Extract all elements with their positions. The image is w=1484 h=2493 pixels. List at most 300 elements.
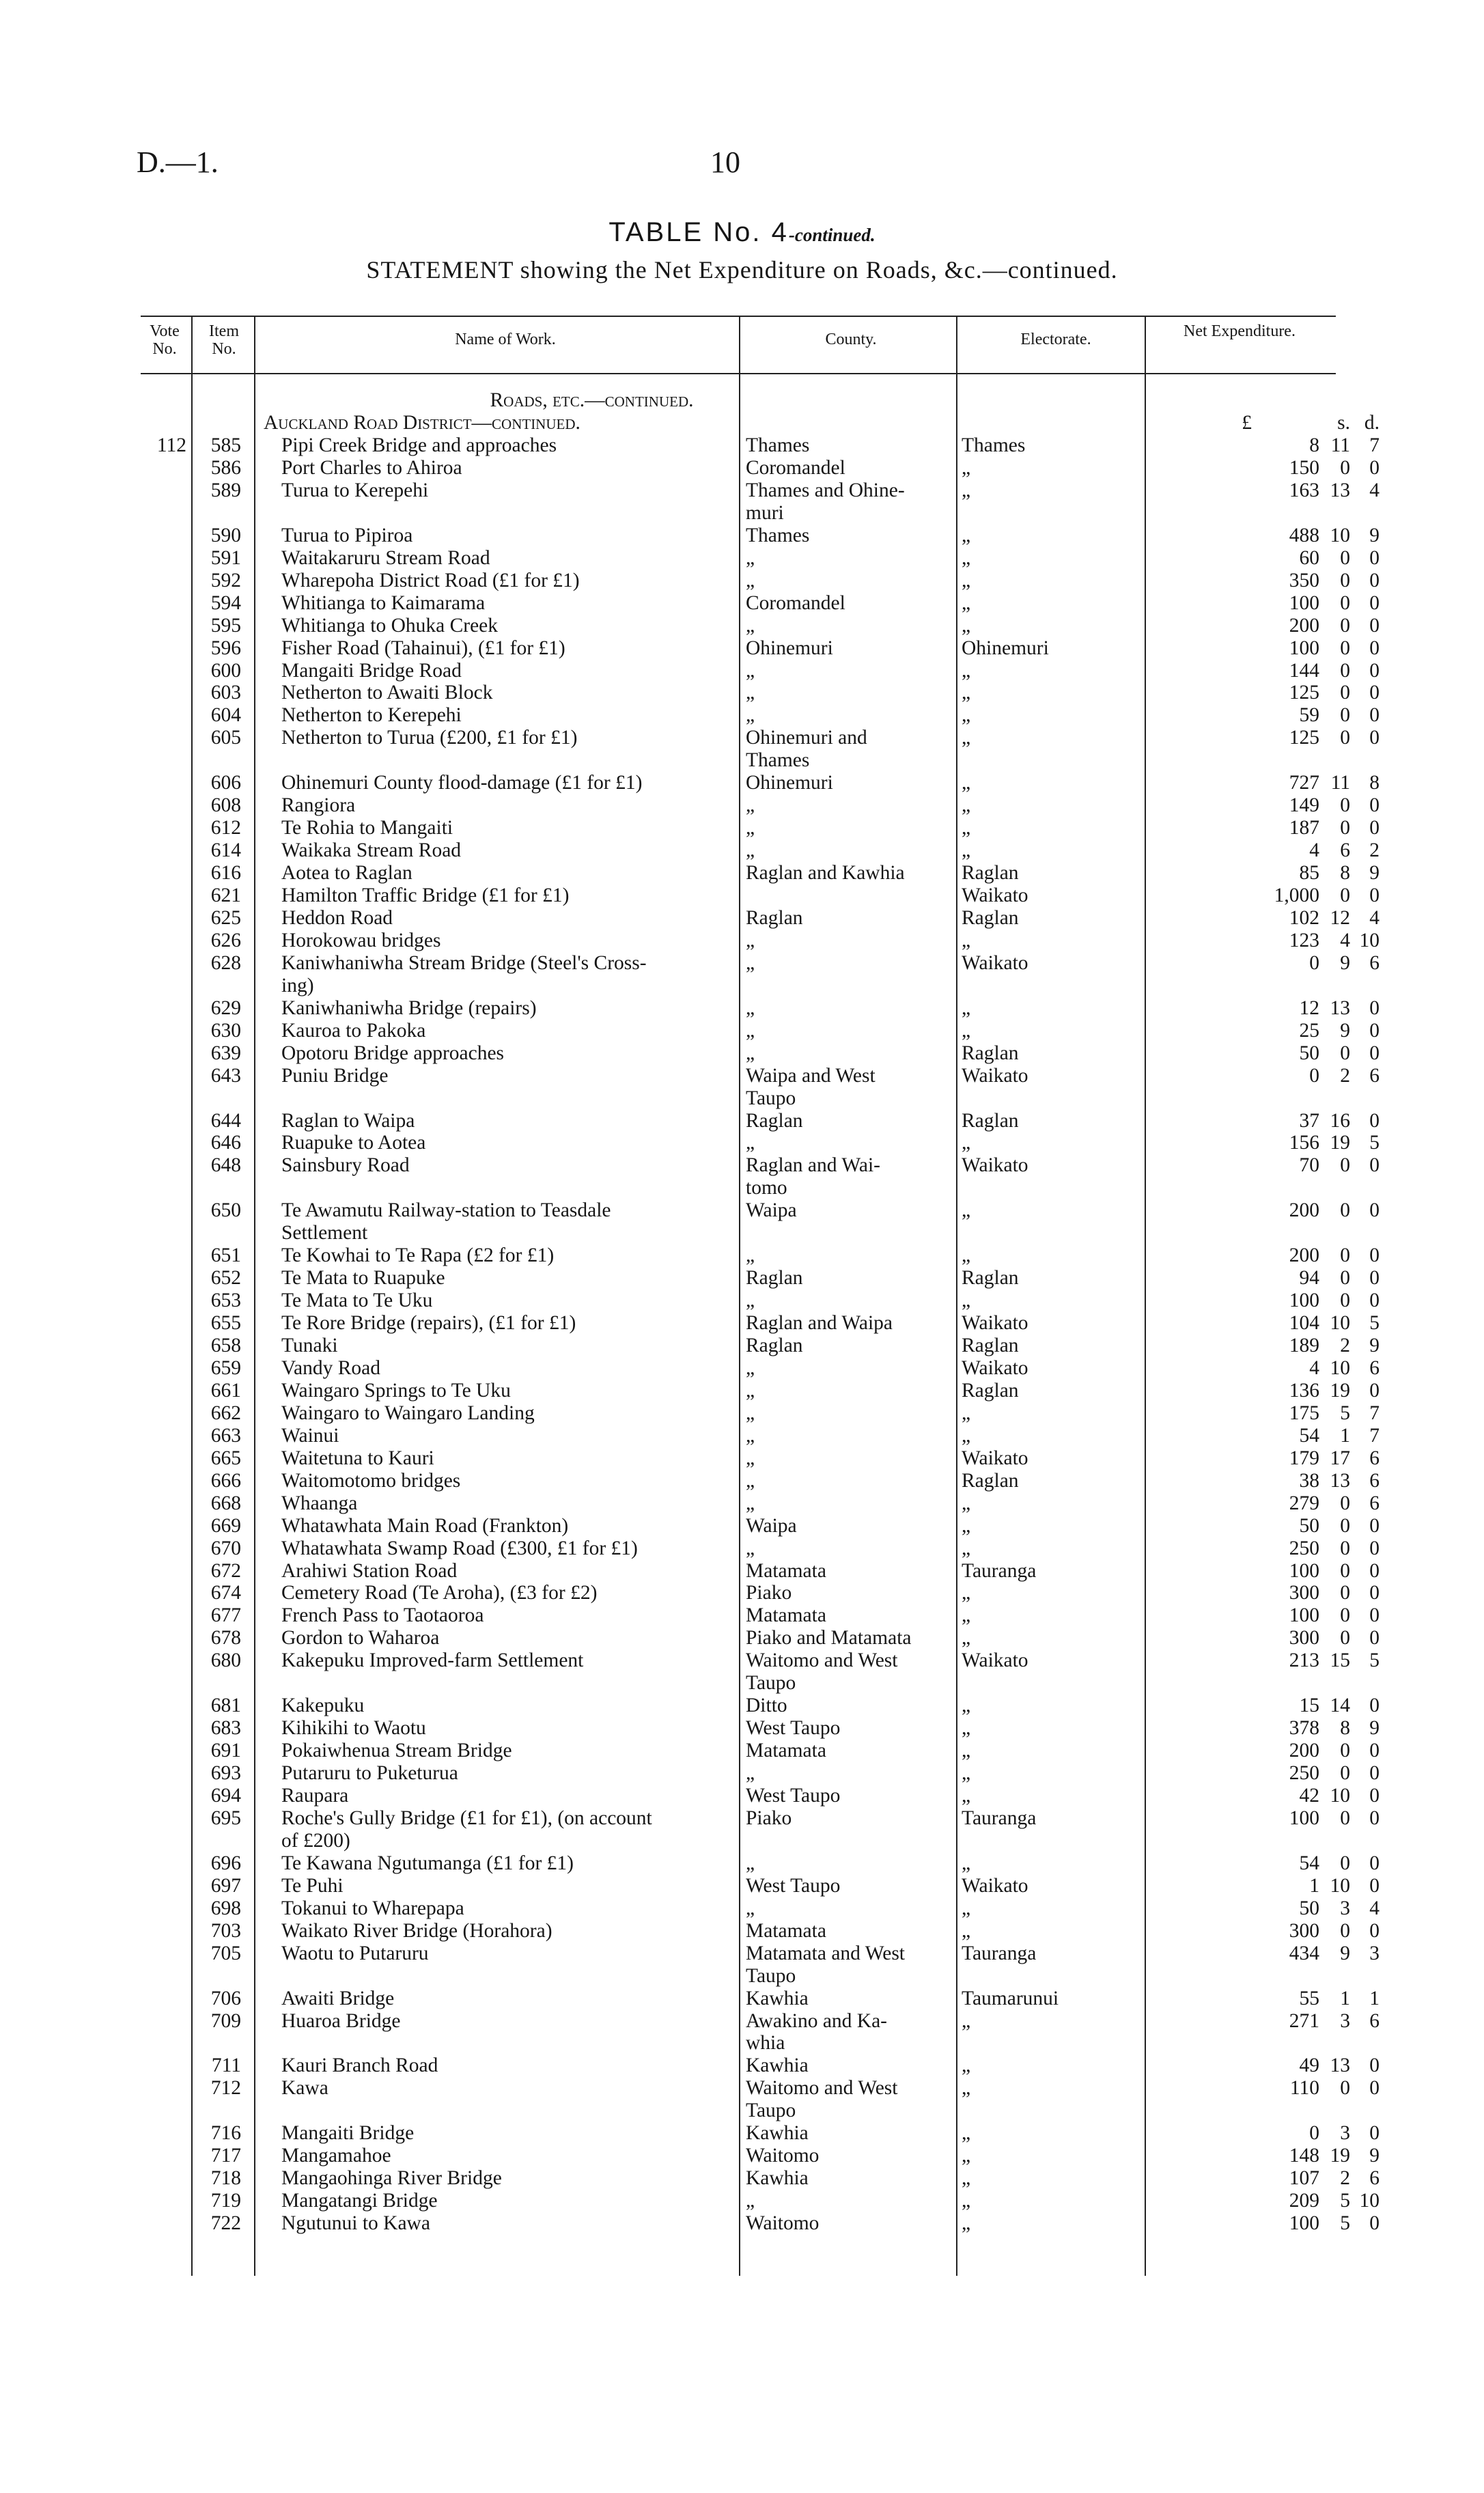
- shillings: 10: [1330, 1312, 1350, 1335]
- shillings: 0: [1340, 591, 1350, 614]
- electorate: Waikato: [962, 1447, 1028, 1469]
- work-name: Hamilton Traffic Bridge (£1 for £1): [281, 885, 570, 906]
- statement-heading: STATEMENT showing the Net Expenditure on Roads, &c.—continued.: [366, 256, 1118, 283]
- pounds: 434: [1289, 1942, 1319, 1964]
- work-name: Turua to Kerepehi: [281, 479, 429, 501]
- work-name: Vandy Road: [281, 1356, 381, 1379]
- pence: 7: [1369, 1402, 1380, 1424]
- work-name: Aotea to Raglan: [281, 862, 412, 885]
- work-name: Port Charles to Ahiroa: [281, 456, 462, 479]
- table-row: [0, 2032, 1484, 2055]
- pounds: 49: [1299, 2055, 1319, 2077]
- work-name: Raglan to Waipa: [281, 1109, 415, 1132]
- item-number: 666: [210, 1469, 241, 1492]
- pounds: 488: [1289, 524, 1319, 546]
- electorate: „: [962, 1627, 971, 1649]
- county: Ohinemuri: [746, 772, 833, 794]
- col-header-vote: Vote No.: [150, 322, 180, 358]
- electorate: „: [962, 2145, 971, 2167]
- item-number: 650: [210, 1199, 241, 1222]
- electorate: Raglan: [962, 1042, 1019, 1064]
- shillings: 16: [1330, 1109, 1350, 1132]
- item-number: 695: [210, 1807, 241, 1829]
- electorate: Thames: [962, 434, 1026, 456]
- work-name: Tokanui to Wharepapa: [281, 1897, 464, 1919]
- pence: 8: [1369, 772, 1380, 794]
- electorate: Waikato: [962, 885, 1028, 906]
- item-number: 629: [210, 997, 241, 1019]
- electorate: „: [962, 659, 971, 682]
- work-name: ing): [281, 974, 314, 997]
- table-row: [0, 479, 1484, 502]
- county: Ditto: [746, 1695, 787, 1717]
- electorate: „: [962, 614, 971, 637]
- shillings: 5: [1340, 2212, 1350, 2235]
- pounds: 0: [1309, 1064, 1319, 1087]
- item-number: 662: [210, 1402, 241, 1424]
- table-row: [0, 2190, 1484, 2212]
- item-number: 670: [210, 1537, 241, 1559]
- work-name: Waikaka Stream Road: [281, 839, 462, 862]
- pounds: 94: [1299, 1267, 1319, 1290]
- county: „: [746, 997, 755, 1019]
- county: Coromandel: [746, 591, 845, 614]
- shillings: 0: [1340, 1042, 1350, 1064]
- work-name: Waingaro Springs to Te Uku: [281, 1379, 511, 1402]
- shillings: 19: [1330, 1132, 1350, 1154]
- shillings: 17: [1330, 1447, 1350, 1469]
- electorate: „: [962, 1244, 971, 1267]
- county: „: [746, 1132, 755, 1154]
- county: Ohinemuri: [746, 637, 833, 659]
- county: Waipa: [746, 1514, 797, 1537]
- shillings: 3: [1340, 2122, 1350, 2145]
- electorate: „: [962, 1132, 971, 1154]
- shillings: 0: [1340, 704, 1350, 727]
- pounds: 250: [1289, 1762, 1319, 1785]
- table-row: [0, 1132, 1484, 1154]
- county: Waitomo and West: [746, 1649, 898, 1672]
- pounds: 144: [1289, 659, 1319, 682]
- electorate: „: [962, 1919, 971, 1942]
- pence: 0: [1369, 1852, 1380, 1874]
- work-name: Pipi Creek Bridge and approaches: [281, 434, 557, 456]
- shillings: 10: [1330, 524, 1350, 546]
- pounds: 378: [1289, 1717, 1319, 1740]
- table-row: [0, 1447, 1484, 1470]
- table-row: [0, 1785, 1484, 1807]
- shillings: 0: [1340, 2077, 1350, 2100]
- pounds: 100: [1289, 591, 1319, 614]
- item-number: 698: [210, 1897, 241, 1919]
- pounds: 100: [1289, 2212, 1319, 2235]
- pounds: 4: [1309, 1356, 1319, 1379]
- pounds: 70: [1299, 1154, 1319, 1177]
- shillings: 3: [1340, 2009, 1350, 2032]
- shillings: 8: [1340, 1717, 1350, 1740]
- table-row: [0, 1875, 1484, 1897]
- pounds: 125: [1289, 682, 1319, 704]
- pounds: 300: [1289, 1919, 1319, 1942]
- county: Raglan and Wai-: [746, 1154, 880, 1177]
- pounds: 1: [1309, 1874, 1319, 1897]
- shillings: 0: [1340, 456, 1350, 479]
- electorate: Waikato: [962, 1154, 1028, 1177]
- pounds: 187: [1289, 817, 1319, 839]
- electorate: „: [962, 479, 971, 501]
- county: „: [746, 1537, 755, 1559]
- work-name: Huaroa Bridge: [281, 2009, 401, 2032]
- work-name: Mangaiti Bridge Road: [281, 659, 462, 682]
- county: „: [746, 794, 755, 817]
- currency-shillings: s.: [1337, 412, 1350, 434]
- pence: 4: [1369, 906, 1380, 929]
- pence: 7: [1369, 1424, 1380, 1447]
- electorate: „: [962, 1695, 971, 1717]
- work-name: Kawa: [281, 2077, 328, 2100]
- work-name: Puniu Bridge: [281, 1064, 389, 1087]
- table-row: [0, 1199, 1484, 1222]
- work-name: Kaniwhaniwha Stream Bridge (Steel's Cross-: [281, 951, 647, 974]
- item-number: 630: [210, 1019, 241, 1042]
- pence: 4: [1369, 479, 1380, 501]
- pence: 0: [1369, 1537, 1380, 1559]
- pounds: 102: [1289, 906, 1319, 929]
- table-row: [0, 1807, 1484, 1830]
- pounds: 55: [1299, 1987, 1319, 2009]
- table-row: [0, 1154, 1484, 1177]
- pence: 0: [1369, 1919, 1380, 1942]
- county: „: [746, 614, 755, 637]
- shillings: 0: [1340, 614, 1350, 637]
- electorate: „: [962, 682, 971, 704]
- item-number: 694: [210, 1785, 241, 1807]
- pounds: 12: [1299, 997, 1319, 1019]
- shillings: 10: [1330, 1785, 1350, 1807]
- county: Thames: [746, 524, 810, 546]
- page-number: 10: [710, 145, 740, 179]
- table-row: [0, 1042, 1484, 1065]
- item-number: 705: [210, 1942, 241, 1964]
- county: Kawhia: [746, 1987, 809, 2009]
- pounds: 100: [1289, 1559, 1319, 1582]
- item-number: 600: [210, 659, 241, 682]
- pence: 6: [1369, 2009, 1380, 2032]
- electorate: „: [962, 1762, 971, 1785]
- pence: 0: [1369, 2055, 1380, 2077]
- item-number: 603: [210, 682, 241, 704]
- shillings: 0: [1340, 1919, 1350, 1942]
- pounds: 8: [1309, 434, 1319, 456]
- table-row: [0, 1537, 1484, 1560]
- pence: 0: [1369, 659, 1380, 682]
- table-row: [0, 1582, 1484, 1604]
- electorate: „: [962, 1717, 971, 1740]
- pounds: 54: [1299, 1852, 1319, 1874]
- pounds: 100: [1289, 1290, 1319, 1312]
- table-row: [0, 817, 1484, 839]
- work-name: Putaruru to Puketurua: [281, 1762, 458, 1785]
- pence: 0: [1369, 1695, 1380, 1717]
- table-row: [0, 1942, 1484, 1965]
- county: Waipa: [746, 1199, 797, 1222]
- electorate: „: [962, 524, 971, 546]
- shillings: 0: [1340, 637, 1350, 659]
- pence: 0: [1369, 727, 1380, 749]
- electorate: „: [962, 1785, 971, 1807]
- table-row: [0, 1604, 1484, 1627]
- shillings: 19: [1330, 1379, 1350, 1402]
- county: Thames and Ohine-: [746, 479, 905, 501]
- county: West Taupo: [746, 1717, 841, 1740]
- shillings: 0: [1340, 885, 1350, 906]
- electorate: Raglan: [962, 862, 1019, 885]
- shillings: 12: [1330, 906, 1350, 929]
- col-header-net-expenditure: Net Expenditure.: [1184, 322, 1296, 340]
- work-name: Whatawhata Swamp Road (£300, £1 for £1): [281, 1537, 638, 1559]
- county: Taupo: [746, 1964, 796, 1987]
- pence: 9: [1369, 1335, 1380, 1356]
- work-name: Whitianga to Ohuka Creek: [281, 614, 499, 637]
- item-number: 691: [210, 1740, 241, 1762]
- vote-number: 112: [156, 434, 186, 456]
- county: Raglan and Waipa: [746, 1312, 893, 1335]
- electorate: Taumarunui: [962, 1987, 1059, 2009]
- pence: 2: [1369, 839, 1380, 862]
- pounds: 727: [1289, 772, 1319, 794]
- county: „: [746, 839, 755, 862]
- county: Raglan and Kawhia: [746, 862, 905, 885]
- pounds: 100: [1289, 1604, 1319, 1627]
- pounds: 50: [1299, 1897, 1319, 1919]
- work-name: Kakepuku Improved-farm Settlement: [281, 1649, 584, 1672]
- electorate: „: [962, 456, 971, 479]
- shillings: 4: [1340, 929, 1350, 951]
- work-name: Mangaohinga River Bridge: [281, 2167, 502, 2190]
- electorate: „: [962, 997, 971, 1019]
- district-heading: Auckland Road District—continued.: [264, 412, 580, 434]
- item-number: 674: [210, 1582, 241, 1604]
- item-number: 625: [210, 906, 241, 929]
- table-row: [0, 907, 1484, 930]
- work-name: Kaniwhaniwha Bridge (repairs): [281, 997, 537, 1019]
- county: „: [746, 1469, 755, 1492]
- electorate: „: [962, 2055, 971, 2077]
- pounds: 42: [1299, 1785, 1319, 1807]
- electorate: Waikato: [962, 1312, 1028, 1335]
- county: „: [746, 1019, 755, 1042]
- table-row: [0, 615, 1484, 637]
- item-number: 693: [210, 1762, 241, 1785]
- table-row: [0, 1470, 1484, 1492]
- table-row: [0, 2212, 1484, 2235]
- pounds: 200: [1289, 1244, 1319, 1267]
- shillings: 0: [1340, 794, 1350, 817]
- table-row: [0, 772, 1484, 794]
- work-name: Turua to Pipiroa: [281, 524, 413, 546]
- county: „: [746, 569, 755, 591]
- item-number: 644: [210, 1109, 241, 1132]
- item-number: 712: [210, 2077, 241, 2100]
- pence: 0: [1369, 1874, 1380, 1897]
- table-row: [0, 2100, 1484, 2122]
- col-header-electorate: Electorate.: [1020, 331, 1091, 348]
- table-row: [0, 1020, 1484, 1042]
- pence: 0: [1369, 1740, 1380, 1762]
- county: „: [746, 546, 755, 569]
- pounds: 200: [1289, 614, 1319, 637]
- shillings: 0: [1340, 1604, 1350, 1627]
- shillings: 0: [1340, 1154, 1350, 1177]
- shillings: 2: [1340, 1335, 1350, 1356]
- table-row: [0, 1110, 1484, 1132]
- table-row: [0, 457, 1484, 479]
- pounds: 1,000: [1274, 885, 1319, 906]
- table-row: [0, 2010, 1484, 2033]
- shillings: 11: [1330, 434, 1350, 456]
- table-row: [0, 660, 1484, 682]
- county: „: [746, 1402, 755, 1424]
- table-row: [0, 2055, 1484, 2077]
- shillings: 0: [1340, 1852, 1350, 1874]
- pounds: 123: [1289, 929, 1319, 951]
- shillings: 19: [1330, 2145, 1350, 2167]
- county: Matamata: [746, 1559, 826, 1582]
- county: „: [746, 1042, 755, 1064]
- table-row: [0, 1988, 1484, 2010]
- pence: 6: [1369, 1064, 1380, 1087]
- electorate: Tauranga: [962, 1559, 1037, 1582]
- electorate: Waikato: [962, 1356, 1028, 1379]
- pence: 0: [1369, 1807, 1380, 1829]
- table-row: [0, 727, 1484, 749]
- electorate: Waikato: [962, 1874, 1028, 1897]
- table-row: [0, 1177, 1484, 1199]
- county: Piako: [746, 1807, 792, 1829]
- item-number: 596: [210, 637, 241, 659]
- county: Ohinemuri and: [746, 727, 867, 749]
- county: Raglan: [746, 1267, 803, 1290]
- work-name: Netherton to Awaiti Block: [281, 682, 493, 704]
- county: „: [746, 704, 755, 727]
- item-number: 586: [210, 456, 241, 479]
- pounds: 125: [1289, 727, 1319, 749]
- item-number: 717: [210, 2145, 241, 2167]
- table-row: [0, 1762, 1484, 1785]
- item-number: 585: [210, 434, 241, 456]
- work-name: of £200): [281, 1829, 350, 1852]
- item-number: 621: [210, 885, 241, 906]
- pence: 0: [1369, 614, 1380, 637]
- pence: 0: [1369, 2077, 1380, 2100]
- work-name: Te Awamutu Railway-station to Teasdale: [281, 1199, 611, 1222]
- item-number: 658: [210, 1335, 241, 1356]
- shillings: 5: [1340, 1402, 1350, 1424]
- shillings: 13: [1330, 997, 1350, 1019]
- table-row: [0, 997, 1484, 1020]
- table-row: [0, 1244, 1484, 1267]
- work-name: Whitianga to Kaimarama: [281, 591, 486, 614]
- table-row: [0, 1492, 1484, 1515]
- pounds: 279: [1289, 1492, 1319, 1514]
- table-row: [0, 434, 1484, 457]
- shillings: 8: [1340, 862, 1350, 885]
- electorate: „: [962, 1897, 971, 1919]
- county: muri: [746, 501, 784, 524]
- item-number: 716: [210, 2122, 241, 2145]
- pence: 0: [1369, 817, 1380, 839]
- shillings: 0: [1340, 1559, 1350, 1582]
- pounds: 100: [1289, 637, 1319, 659]
- pounds: 85: [1299, 862, 1319, 885]
- county: Waipa and West: [746, 1064, 876, 1087]
- pence: 0: [1369, 591, 1380, 614]
- table-row: [0, 1672, 1484, 1695]
- work-name: Kauri Branch Road: [281, 2055, 438, 2077]
- work-name: Kihikihi to Waotu: [281, 1717, 426, 1740]
- county: West Taupo: [746, 1874, 841, 1897]
- electorate: Waikato: [962, 1649, 1028, 1672]
- table-row: [0, 682, 1484, 704]
- county: Piako: [746, 1582, 792, 1604]
- pounds: 50: [1299, 1514, 1319, 1537]
- col-header-county: County.: [825, 331, 877, 348]
- shillings: 0: [1340, 659, 1350, 682]
- pence: 0: [1369, 1042, 1380, 1064]
- work-name: Te Rore Bridge (repairs), (£1 for £1): [281, 1312, 576, 1335]
- county: Thames: [746, 434, 810, 456]
- work-name: Fisher Road (Tahainui), (£1 for £1): [281, 637, 565, 659]
- work-name: Horokowau bridges: [281, 929, 441, 951]
- pence: 0: [1369, 1154, 1380, 1177]
- shillings: 11: [1330, 772, 1350, 794]
- table-row: [0, 1560, 1484, 1583]
- shillings: 0: [1340, 1492, 1350, 1514]
- pounds: 250: [1289, 1537, 1319, 1559]
- table-row: [0, 1402, 1484, 1425]
- table-row: [0, 975, 1484, 997]
- table-row: [0, 2145, 1484, 2167]
- work-name: Wainui: [281, 1424, 339, 1447]
- pence: 0: [1369, 1244, 1380, 1267]
- pence: 6: [1369, 2167, 1380, 2190]
- pounds: 4: [1309, 839, 1319, 862]
- pence: 0: [1369, 1559, 1380, 1582]
- item-number: 711: [211, 2055, 241, 2077]
- county: Taupo: [746, 2100, 796, 2122]
- work-name: Awaiti Bridge: [281, 1987, 395, 2009]
- county: „: [746, 682, 755, 704]
- item-number: 722: [210, 2212, 241, 2235]
- work-name: Rangiora: [281, 794, 356, 817]
- work-name: Whatawhata Main Road (Frankton): [281, 1514, 569, 1537]
- shillings: 1: [1340, 1987, 1350, 2009]
- electorate: Raglan: [962, 1335, 1019, 1356]
- currency-pounds: £: [1242, 412, 1252, 434]
- county: „: [746, 1897, 755, 1919]
- item-number: 719: [210, 2190, 241, 2212]
- shillings: 0: [1340, 569, 1350, 591]
- work-name: Kauroa to Pakoka: [281, 1019, 426, 1042]
- electorate: „: [962, 2009, 971, 2032]
- pence: 9: [1369, 1717, 1380, 1740]
- shillings: 2: [1340, 1064, 1350, 1087]
- electorate: „: [962, 839, 971, 862]
- pounds: 100: [1289, 1807, 1319, 1829]
- county: Kawhia: [746, 2055, 809, 2077]
- table-row: [0, 1830, 1484, 1852]
- table-title-suffix: -continued.: [788, 225, 876, 245]
